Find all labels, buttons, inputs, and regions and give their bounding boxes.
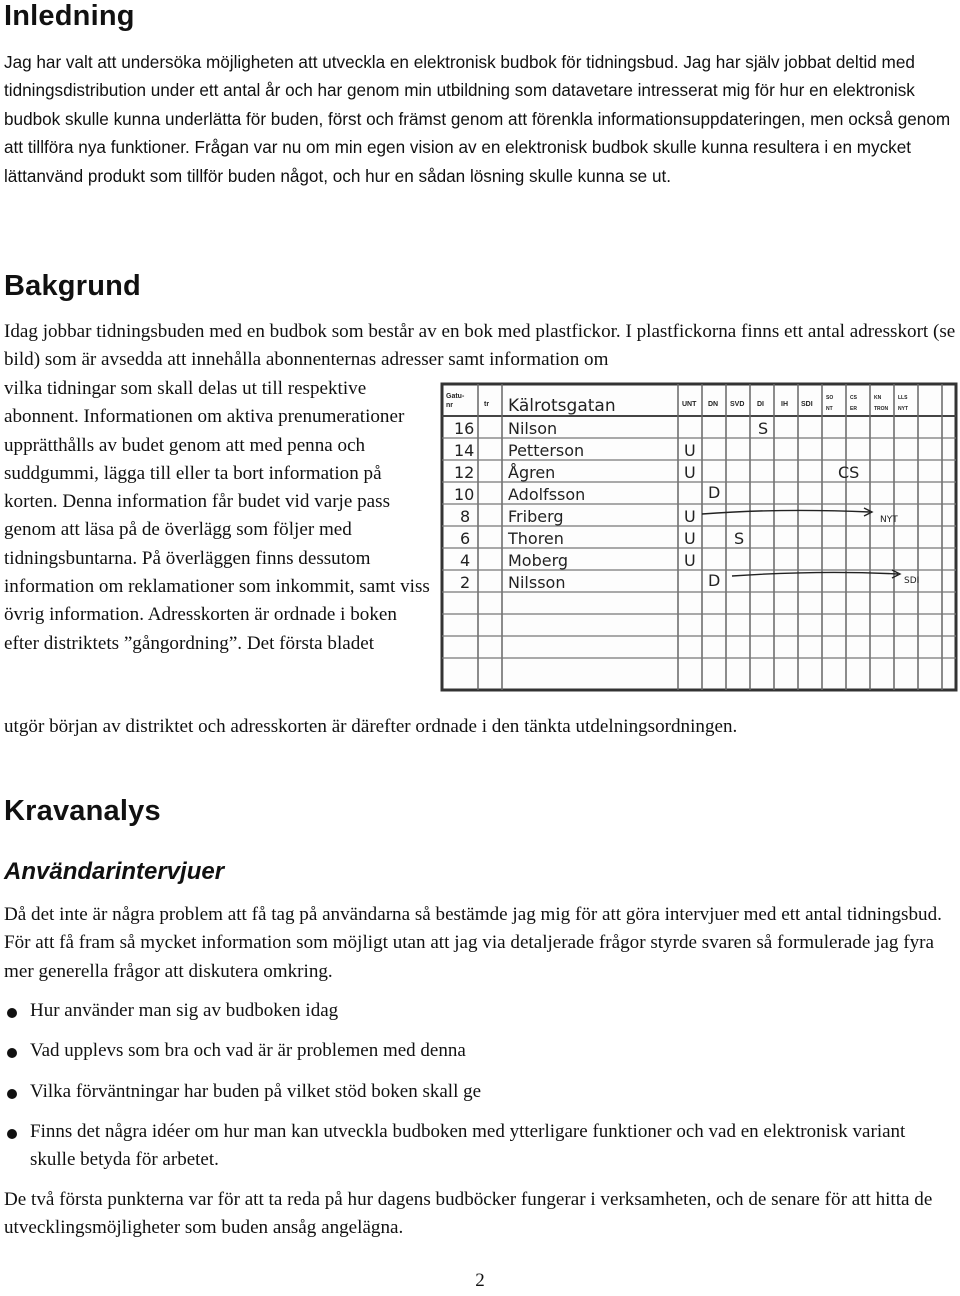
svg-text:NYT: NYT	[898, 406, 908, 412]
svg-text:NYT: NYT	[880, 515, 898, 525]
svg-text:TRON: TRON	[874, 406, 889, 412]
svg-text:D: D	[708, 571, 721, 590]
card-col-di: DI	[757, 401, 764, 408]
heading-bakgrund: Bakgrund	[4, 270, 141, 302]
svg-text:U: U	[684, 529, 696, 548]
bullet-icon	[7, 1089, 17, 1099]
address-card-image	[440, 382, 958, 694]
list-item: Finns det några idéer om hur man kan utveckla budboken med ytterligare funktioner och vad en elektronisk variant skulle betyda för arbetet.	[4, 1118, 954, 1175]
heading-kravanalys: Kravanalys	[4, 795, 161, 827]
card-row-name: Nilson	[508, 419, 558, 438]
card-row-name: Nilsson	[508, 573, 566, 592]
inledning-paragraph: Jag har valt att undersöka möjligheten att utveckla en elektronisk budbok för tidningsbud. Jag har själv jobbat deltid med tidningsdistribution under ett antal år och har genom min utbildning som datavetare intresserat mig för hur en elektronisk budbok skulle kunna underlätta för buden, först och främst genom att förenkla informationsuppdateringen, men också genom att tillföra nya funktioner. Frågan var nu om min egen vision av en elektronisk budbok skulle kunna resultera i en mycket lättanvänd produkt som tillför buden något, och hur en sådan lösning skulle kunna se ut.	[4, 52, 951, 186]
intervju-intro-paragraph: Då det inte är några problem att få tag på användarna så bestämde jag mig för att göra intervjuer med ett antal tidningsbud. För att få fram så mycket information som möjligt utan att jag via detaljerade frågor styrde svaren så formulerade jag fyra mer generella frågor att diskutera omkring.	[4, 904, 942, 982]
svg-text:12: 12	[454, 463, 475, 482]
svg-text:4: 4	[460, 551, 471, 570]
svg-text:LLS: LLS	[898, 395, 908, 401]
svg-text:SDI: SDI	[904, 576, 920, 586]
bakgrund-paragraph-tail: utgör början av distriktet och adresskorten är därefter ordnade i den tänkta utdelningsordningen.	[4, 716, 738, 737]
bakgrund-paragraph-wrapped: vilka tidningar som skall delas ut till respektive abonnent. Informationen om aktiva prenumerationer upprätthålls av budet genom att med penna och suddgummi, lägga till eller ta bort information på korten. Denna information får budet vid varje pass genom att läsa på de överlägg som följer med tidningsbuntarna. På överläggen finns dessutom information om reklamationer som inkommit, samt viss övrig information. Adresskorten är ordnade i boken efter distriktets ”gångordning”. Det första bladet	[4, 378, 430, 654]
intervju-outro-paragraph: De två första punkterna var för att ta reda på hur dagens budböcker fungerar i verksamheten, och de senare för att hitta de utvecklingsmöjligheter som buden ansåg angelägna.	[4, 1189, 933, 1239]
bullet-icon	[7, 1048, 17, 1058]
svg-text:10: 10	[454, 485, 475, 504]
list-item: Hur använder man sig av budboken idag	[4, 997, 954, 1025]
svg-text:U: U	[684, 441, 696, 460]
list-item: Vad upplevs som bra och vad är är problemen med denna	[4, 1037, 954, 1065]
svg-text:CS: CS	[850, 395, 857, 401]
svg-text:14: 14	[454, 441, 475, 460]
svg-text:CS: CS	[838, 463, 860, 482]
bullet-icon	[7, 1129, 17, 1139]
card-col-svd: SVD	[730, 401, 745, 408]
card-row-name: Thoren	[508, 529, 564, 548]
svg-text:U: U	[684, 463, 696, 482]
card-col-tr: tr	[484, 401, 490, 408]
card-row-name: Petterson	[508, 441, 585, 460]
card-row-name: Ågren	[508, 463, 556, 482]
bakgrund-paragraph-top: Idag jobbar tidningsbuden med en budbok som består av en bok med plastfickor. I plastfickorna finns ett antal adresskort (se bild) som är avsedda att innehålla abonnenternas adresser samt information om	[4, 321, 956, 371]
question-list	[4, 997, 954, 1186]
svg-text:NT: NT	[826, 406, 833, 412]
svg-text:S: S	[734, 529, 745, 548]
bullet-icon	[7, 1008, 17, 1018]
svg-text:6: 6	[460, 529, 471, 548]
card-row-name: Friberg	[508, 507, 564, 526]
list-item: Vilka förväntningar har buden på vilket stöd boken skall ge	[4, 1078, 954, 1106]
card-col-gatunr: Gatu-	[446, 393, 465, 400]
svg-text:S: S	[758, 419, 769, 438]
svg-text:U: U	[684, 507, 696, 526]
svg-text:2: 2	[460, 573, 471, 592]
heading-anvandarintervjuer: Användarintervjuer	[4, 858, 225, 885]
page-number: 2	[475, 1270, 485, 1291]
svg-text:SO: SO	[826, 395, 834, 401]
card-col-unt: UNT	[682, 401, 697, 408]
svg-text:D: D	[708, 483, 721, 502]
svg-text:KN: KN	[874, 395, 882, 401]
svg-text:U: U	[684, 551, 696, 570]
card-col-ih: IH	[781, 401, 788, 408]
card-col-sdi: SDI	[801, 401, 813, 408]
card-row-name: Adolfsson	[508, 485, 586, 504]
card-col-dn: DN	[708, 401, 719, 408]
svg-text:nr: nr	[446, 402, 453, 409]
heading-inledning: Inledning	[4, 0, 135, 32]
svg-text:16: 16	[454, 419, 475, 438]
card-row-name: Moberg	[508, 551, 569, 570]
svg-text:8: 8	[460, 507, 471, 526]
svg-text:ER: ER	[850, 406, 857, 412]
card-street: Kälrotsgatan	[508, 396, 616, 416]
